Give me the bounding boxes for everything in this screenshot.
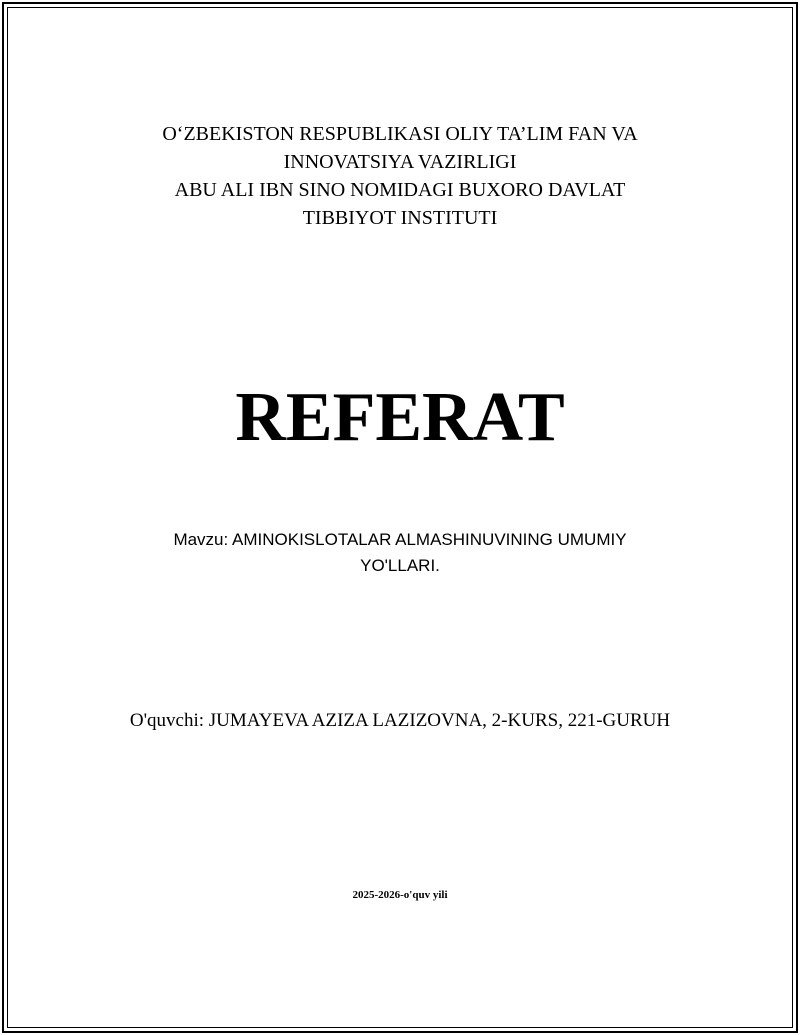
academic-year: 2025-2026-o'quv yili [352,889,448,901]
topic-line: Mavzu: AMINOKISLOTALAR ALMASHINUVINING UMUMIY [173,530,627,549]
topic-line: YO'LLARI. [360,556,440,575]
document-title: REFERAT [235,379,565,456]
header-line: INNOVATSIYA VAZIRLIGI [283,151,517,173]
header-line: TIBBIYOT INSTITUTI [302,207,498,229]
institution-header [0,120,800,232]
student-info: O'quvchi: JUMAYEVA AZIZA LAZIZOVNA, 2-KURS, 221-GURUH [129,710,671,731]
header-line: ABU ALI IBN SINO NOMIDAGI BUXORO DAVLAT [174,179,626,201]
header-line: O‘ZBEKISTON RESPUBLIKASI OLIY TA’LIM FAN VA [162,123,638,145]
topic [0,527,800,579]
